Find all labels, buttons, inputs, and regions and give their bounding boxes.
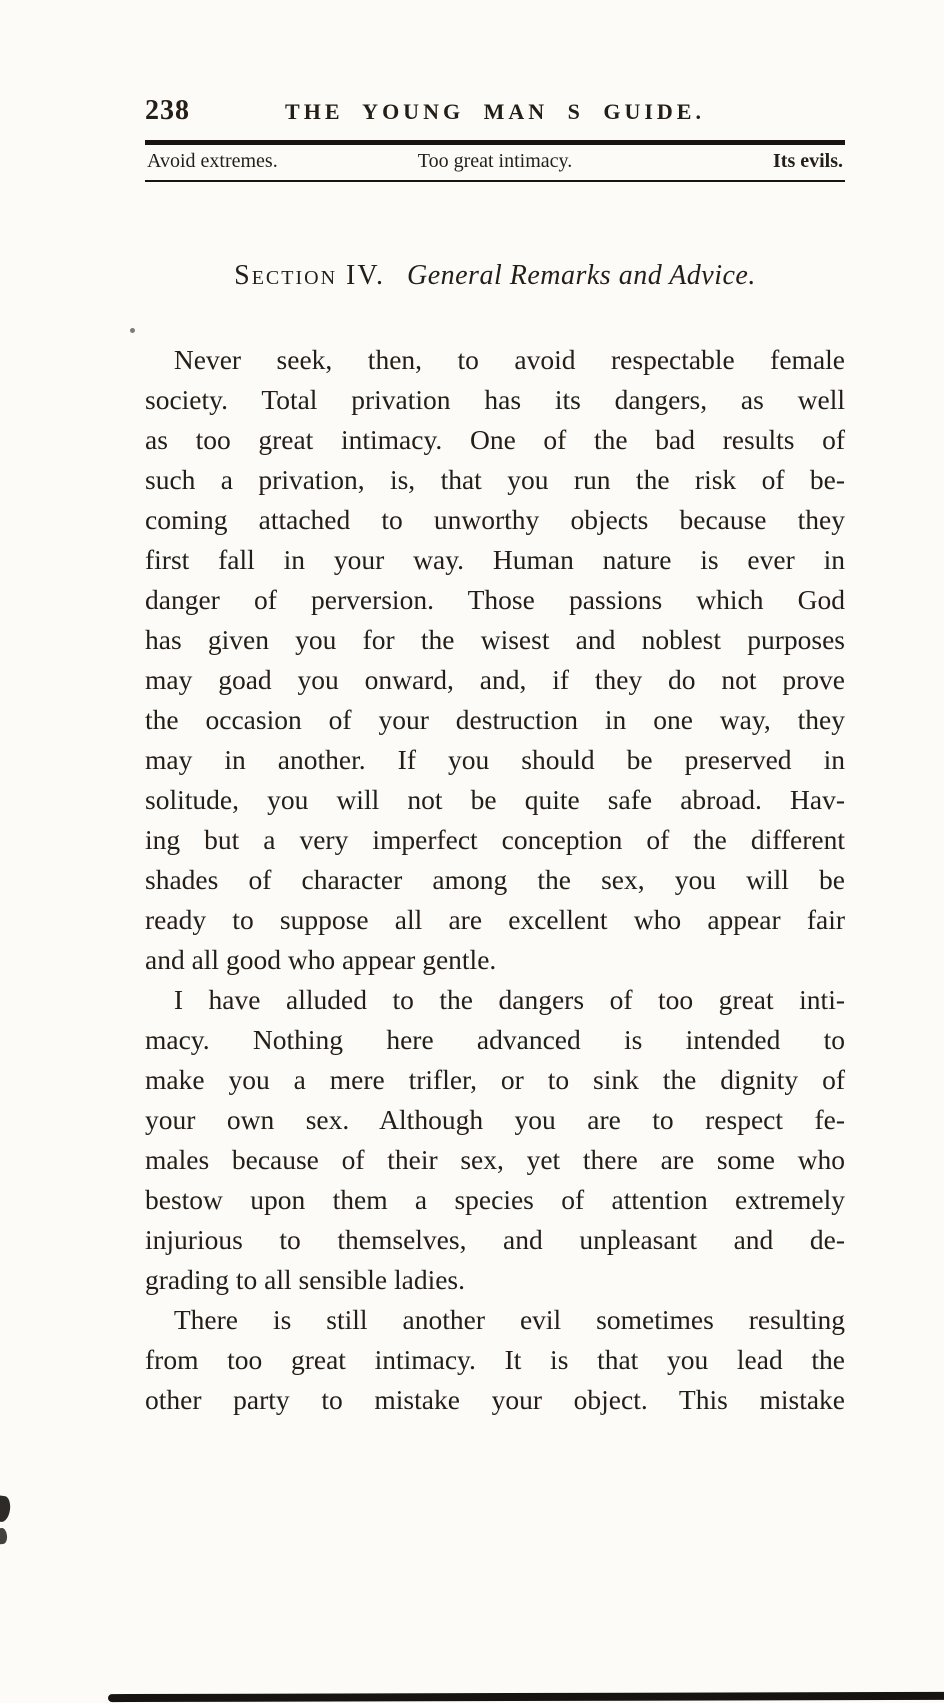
text-line: make you a mere trifler, or to sink the dignity of <box>145 1064 845 1095</box>
text-line: your own sex. Although you are to respect fe- <box>145 1104 845 1135</box>
text-line: as too great intimacy. One of the bad results of <box>145 424 845 455</box>
text-line: may goad you onward, and, if they do not prove <box>145 664 845 695</box>
body-text <box>145 340 845 1420</box>
text-line: macy. Nothing here advanced is intended to <box>145 1024 845 1055</box>
scan-artifact-page-edge <box>108 1692 944 1702</box>
text-line: ing but a very imperfect conception of the different <box>145 824 845 855</box>
text-line: males because of their sex, yet there are some who <box>145 1144 845 1175</box>
guide-word-right: Its evils. <box>773 150 843 172</box>
section-title: General Remarks and Advice. <box>406 260 756 291</box>
text-line: shades of character among the sex, you will be <box>145 864 845 895</box>
paragraph <box>145 1300 845 1420</box>
text-line: bestow upon them a species of attention extremely <box>145 1184 845 1215</box>
text-line: coming attached to unworthy objects because they <box>145 504 845 535</box>
text-line: solitude, you will not be quite safe abroad. Hav- <box>145 784 845 815</box>
guide-word-left: Avoid extremes. <box>147 150 278 172</box>
guide-words-row <box>145 145 845 180</box>
text-line: the occasion of your destruction in one way, they <box>145 704 845 735</box>
header-rule-bottom <box>145 180 845 182</box>
text-line: and all good who appear gentle. <box>145 944 497 975</box>
text-line: There is still another evil sometimes resulting <box>173 1304 845 1335</box>
text-line: I have alluded to the dangers of too great inti- <box>173 984 845 1015</box>
text-line: danger of perversion. Those passions which God <box>145 584 845 615</box>
text-line: injurious to themselves, and unpleasant and de- <box>145 1224 845 1255</box>
text-line: grading to all sensible ladies. <box>145 1264 465 1295</box>
text-line: may in another. If you should be preserved in <box>145 744 845 775</box>
text-line: society. Total privation has its dangers, as well <box>145 384 845 415</box>
text-line: first fall in your way. Human nature is ever in <box>145 544 845 575</box>
text-line: ready to suppose all are excellent who appear fair <box>145 904 845 935</box>
text-line: other party to mistake your object. This mistake <box>145 1384 845 1415</box>
section-heading <box>145 260 845 292</box>
text-line: Never seek, then, to avoid respectable female <box>173 344 845 375</box>
guide-word-center: Too great intimacy. <box>417 150 573 172</box>
scan-artifact-ink-blot <box>0 1528 8 1545</box>
text-line: such a privation, is, that you run the risk of be- <box>145 464 845 495</box>
text-line: has given you for the wisest and noblest purposes <box>145 624 845 655</box>
paragraph <box>145 980 845 1300</box>
page-header <box>145 95 845 131</box>
scan-artifact-margin-dot <box>130 328 135 333</box>
running-title: THE YOUNG MAN S GUIDE. <box>285 99 705 124</box>
page-number: 238 <box>145 95 190 126</box>
paragraph <box>145 340 845 980</box>
scan-artifact-ink-blot <box>0 1495 12 1523</box>
section-label: Section IV. <box>234 260 385 291</box>
text-line: from too great intimacy. It is that you lead the <box>145 1344 845 1375</box>
